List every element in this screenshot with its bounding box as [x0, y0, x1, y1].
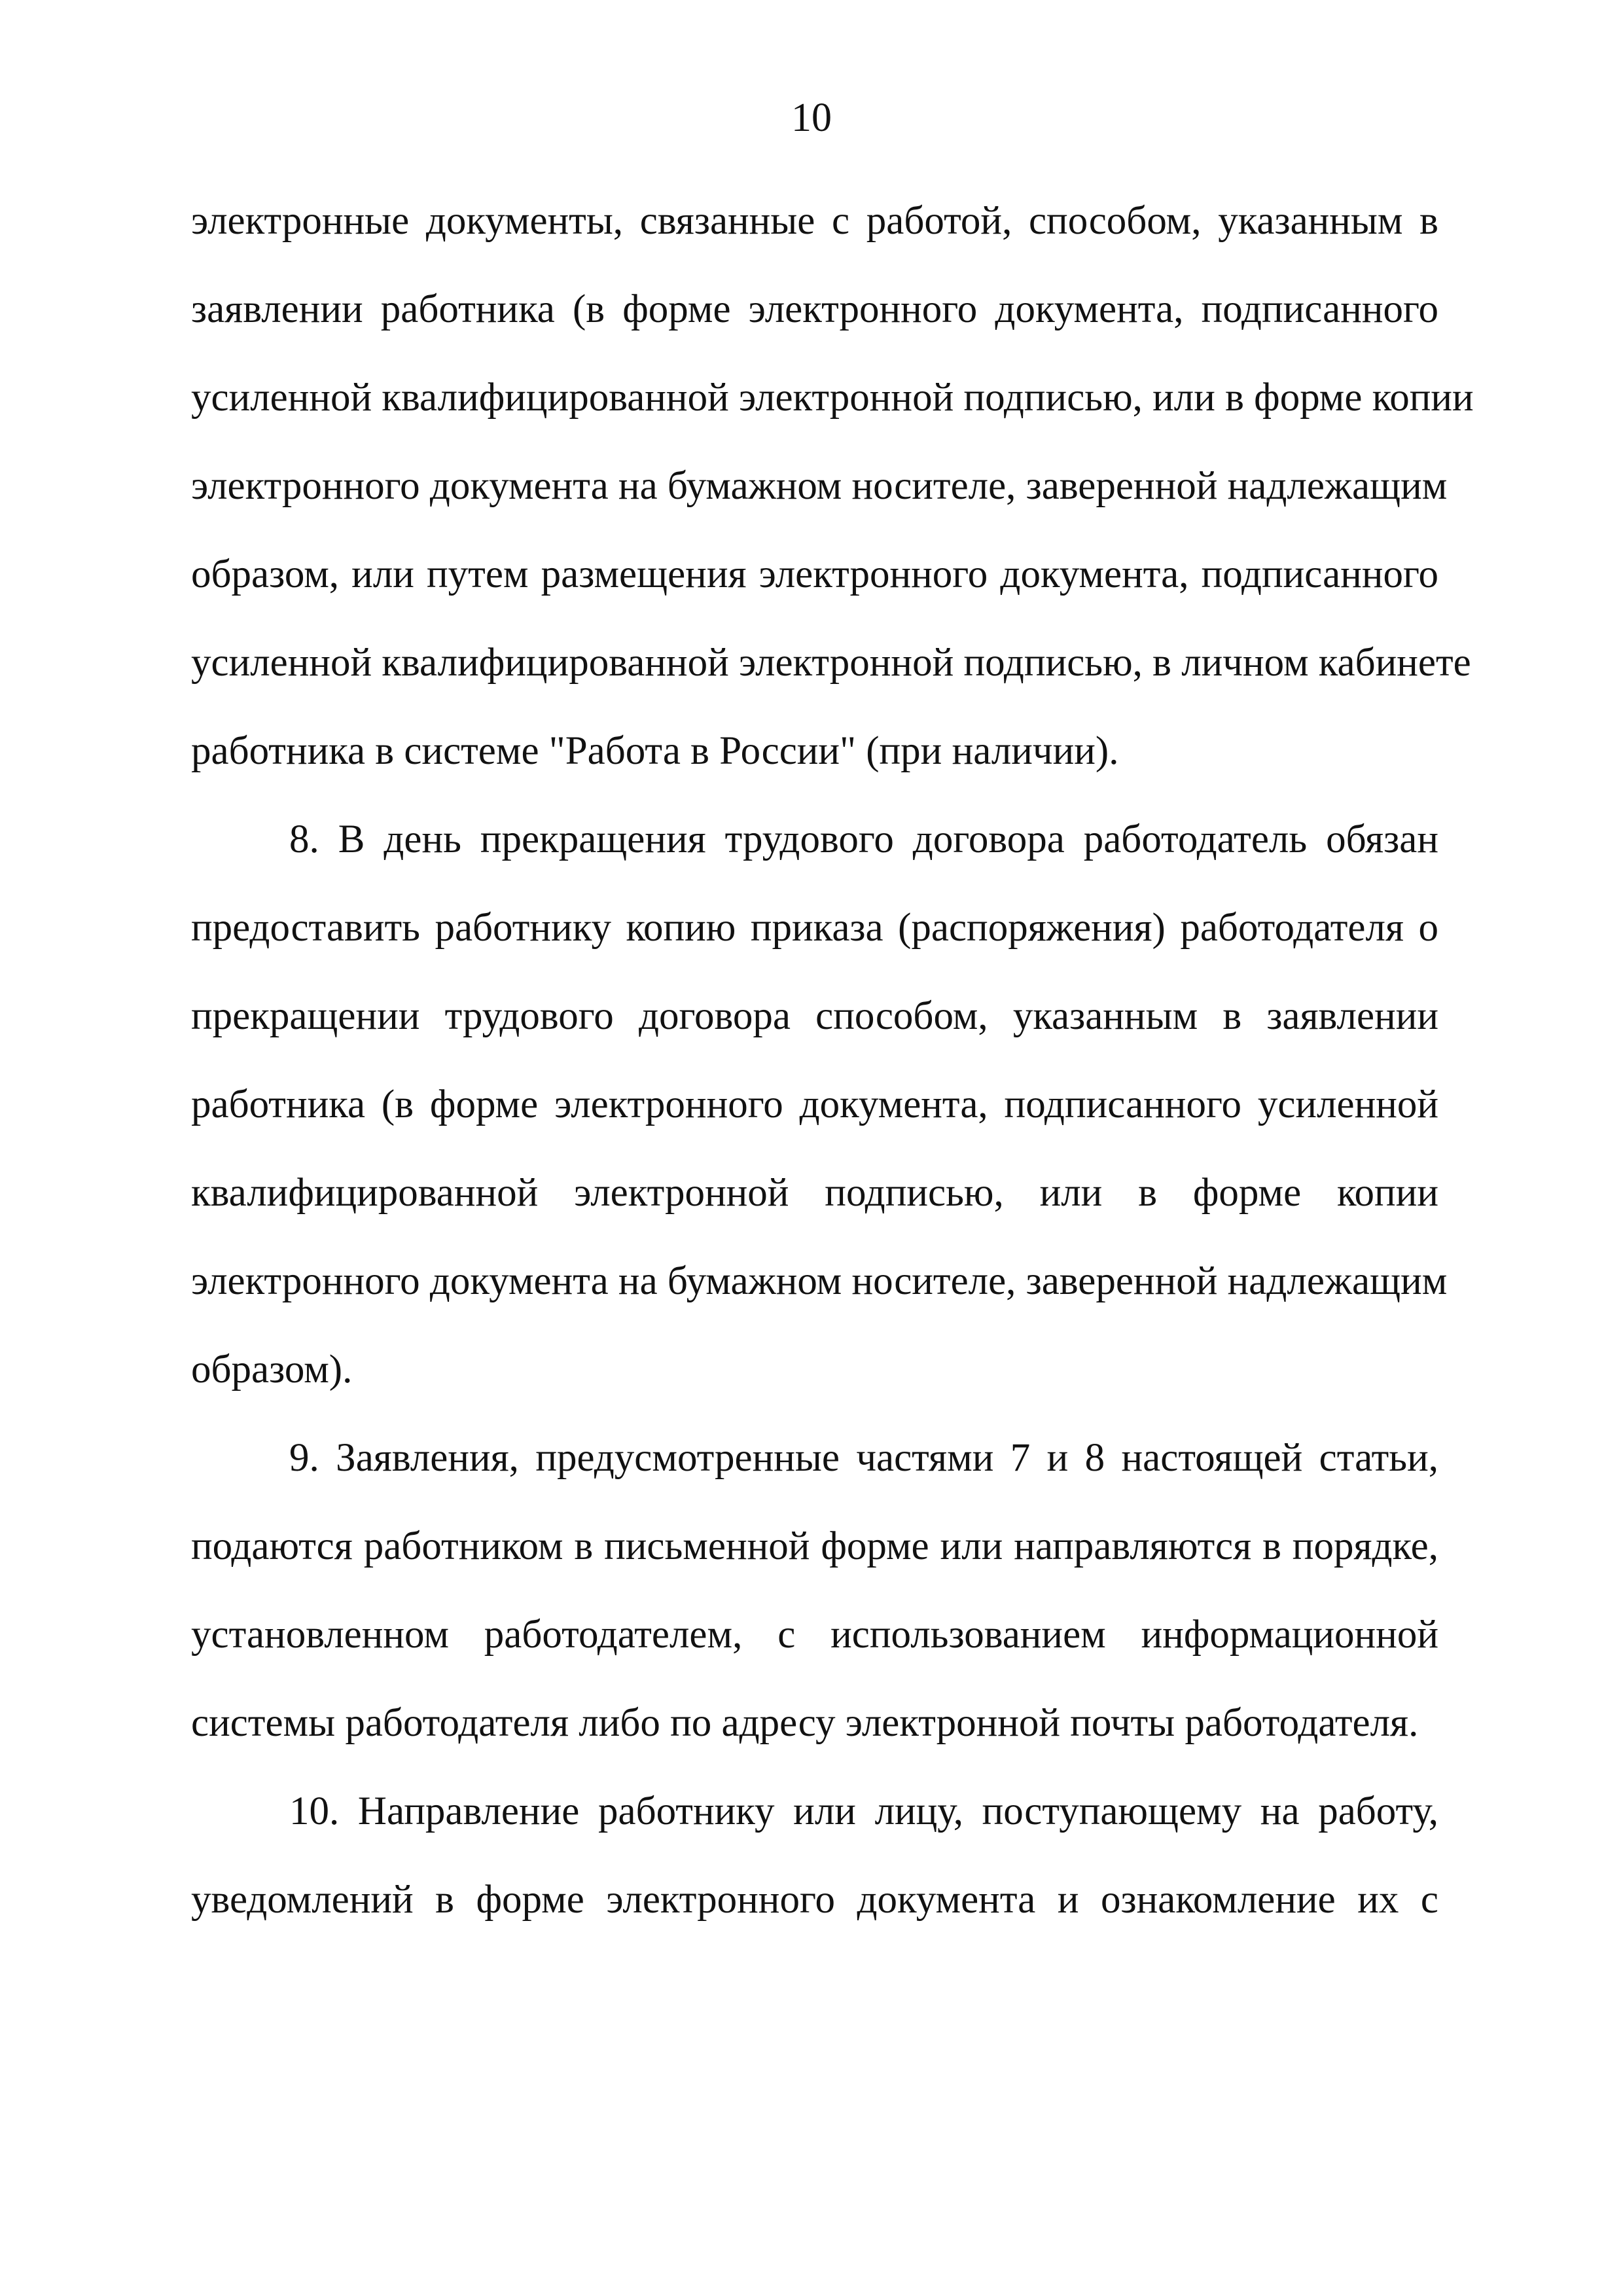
text-line: предоставить работнику копию приказа (распоряжения) работодателя о [191, 906, 1438, 950]
document-body [191, 177, 1474, 1944]
text-line: образом, или путем размещения электронного документа, подписанного [191, 552, 1438, 596]
text-line: системы работодателя либо по адресу электронной почты работодателя. [191, 1701, 1419, 1745]
paragraph-10-first-line: 10. Направление работнику или лицу, поступающему на работу, [289, 1789, 1438, 1833]
text-line: квалифицированной электронной подписью, или в форме копии [191, 1171, 1438, 1215]
text-line: работника в системе "Работа в России" (при наличии). [191, 729, 1119, 773]
text-line: подаются работником в письменной форме или направляются в порядке, [191, 1524, 1438, 1568]
text-line: заявлении работника (в форме электронного документа, подписанного [191, 287, 1438, 331]
paragraph-8-first-line: 8. В день прекращения трудового договора работодатель обязан [289, 817, 1438, 861]
text-line: усиленной квалифицированной электронной подписью, в личном кабинете [191, 641, 1471, 685]
text-line: работника (в форме электронного документа, подписанного усиленной [191, 1083, 1438, 1126]
text-line: электронного документа на бумажном носителе, заверенной надлежащим [191, 1259, 1448, 1303]
text-line: образом). [191, 1348, 353, 1391]
text-line: усиленной квалифицированной электронной подписью, или в форме копии [191, 376, 1474, 420]
text-line: электронного документа на бумажном носителе, заверенной надлежащим [191, 464, 1448, 508]
text-line: уведомлений в форме электронного документа и ознакомление их с [191, 1878, 1438, 1922]
page-number: 10 [791, 96, 832, 140]
text-line: прекращении трудового договора способом, указанным в заявлении [191, 994, 1438, 1038]
text-line: установленном работодателем, с использованием информационной [191, 1613, 1438, 1657]
paragraph-9-first-line: 9. Заявления, предусмотренные частями 7 и 8 настоящей статьи, [289, 1436, 1438, 1480]
text-line: электронные документы, связанные с работой, способом, указанным в [191, 199, 1438, 243]
